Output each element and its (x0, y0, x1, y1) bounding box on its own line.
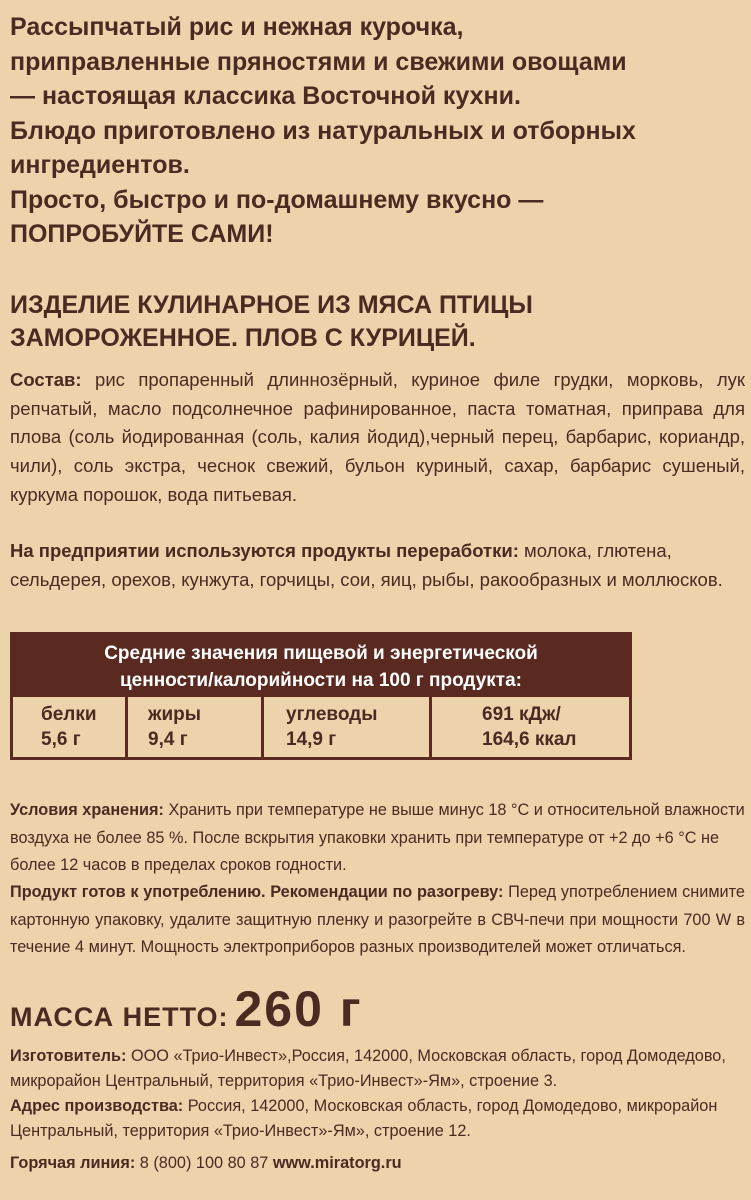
nutrition-cell-label: белки (41, 704, 97, 725)
nutrition-cell-value: 14,9 г (286, 729, 337, 750)
nutrition-table (10, 632, 632, 760)
reheat-instructions (10, 879, 745, 962)
storage-conditions (10, 797, 745, 880)
allergens-text: молока, глютена, сельдерея, орехов, кунжута, горчицы, сои, яиц, рыбы, ракообразных и моллюсков. (10, 540, 723, 590)
nutrition-cell-value: 9,4 г (148, 729, 188, 750)
net-weight (10, 980, 745, 1038)
hotline-phone: 8 (800) 100 80 87 (135, 1154, 273, 1172)
allergens-note (10, 537, 745, 594)
production-address-text: Россия, 142000, Московская область, город Домодедово, микрорайон Центральный, территория «Трио-Инвест»-Ям», строение 12. (10, 1097, 718, 1140)
reheat-label: Продукт готов к употреблению. Рекомендации по разогреву: (10, 883, 504, 901)
reheat-text: Перед употреблением снимите картонную упаковку, удалите защитную пленку и разогрейте в СВЧ-печи при мощности 700 W в течение 4 минут. Мощность электроприборов разных производителей может отличаться. (10, 883, 745, 956)
manufacturer-label: Изготовитель: (10, 1047, 127, 1065)
nutrition-values-row (13, 697, 629, 757)
nutrition-cell-label: 691 кДж/ (482, 704, 561, 725)
nutrition-cell-value: 164,6 ккал (482, 729, 577, 750)
nutrition-cell-label: жиры (148, 704, 201, 725)
composition-text: рис пропаренный длиннозёрный, куриное филе грудки, морковь, лук репчатый, масло подсолнечное рафинированное, паста томатная, приправа для плова (соль йодированная (соль, калия йодид),черный перец, барбарис, кориандр, чили), соль экстра, чеснок свежий, бульон куриный, сахар, барбарис сушеный, куркума порошок, вода питьевая. (10, 369, 745, 505)
nutrition-cell-energy (432, 697, 629, 757)
website-link[interactable]: www.miratorg.ru (272, 1154, 402, 1172)
hotline-label: Горячая линия: (10, 1154, 136, 1172)
net-weight-value: 260 г (234, 981, 363, 1037)
intro-line: Просто, быстро и по-домашнему вкусно — (10, 185, 544, 214)
nutrition-header-line: Средние значения пищевой и энергетической (104, 643, 538, 664)
composition (10, 366, 745, 510)
manufacturer-info (10, 1044, 745, 1176)
product-title (10, 289, 745, 355)
nutrition-cell-carbs (264, 697, 432, 757)
product-title-line: ИЗДЕЛИЕ КУЛИНАРНОЕ ИЗ МЯСА ПТИЦЫ (10, 291, 533, 319)
storage-text: Хранить при температуре не выше минус 18 °С и относительной влажности воздуха не более 85 %. После вскрытия упаковки хранить при температуре от +2 до +6 °С не более 12 часов в пределах сроков годности. (10, 801, 745, 874)
intro-line: приправленные пряностями и свежими овощами (10, 47, 627, 76)
allergens-label: На предприятии используются продукты переработки: (10, 540, 519, 561)
nutrition-cell-value: 5,6 г (41, 729, 81, 750)
nutrition-header (13, 635, 629, 697)
nutrition-cell-fat (128, 697, 264, 757)
product-title-line: ЗАМОРОЖЕННОЕ. ПЛОВ С КУРИЦЕЙ. (10, 324, 476, 352)
production-address-label: Адрес производства: (10, 1097, 184, 1115)
nutrition-cell-label: углеводы (286, 704, 378, 725)
intro-line: Рассыпчатый рис и нежная курочка, (10, 13, 464, 41)
production-address (10, 1094, 745, 1144)
nutrition-header-line: ценности/калорийности на 100 г продукта: (119, 670, 522, 691)
intro-text (10, 10, 745, 252)
intro-line: Блюдо приготовлено из натуральных и отборных (10, 116, 636, 145)
intro-line: ПОПРОБУЙТЕ САМИ! (10, 220, 274, 248)
intro-line: — настоящая классика Восточной кухни. (10, 82, 521, 110)
composition-label: Состав: (10, 369, 82, 390)
net-weight-label: МАССА НЕТТО: (10, 1002, 229, 1032)
manufacturer-text: ООО «Трио-Инвест»,Россия, 142000, Московская область, город Домодедово, микрорайон Центральный, территория «Трио-Инвест»-Ям», строение 3. (10, 1047, 726, 1090)
intro-line: ингредиентов. (10, 151, 190, 179)
nutrition-cell-protein (13, 697, 128, 757)
hotline (10, 1151, 745, 1176)
manufacturer-line (10, 1044, 745, 1094)
storage-label: Условия хранения: (10, 801, 164, 819)
